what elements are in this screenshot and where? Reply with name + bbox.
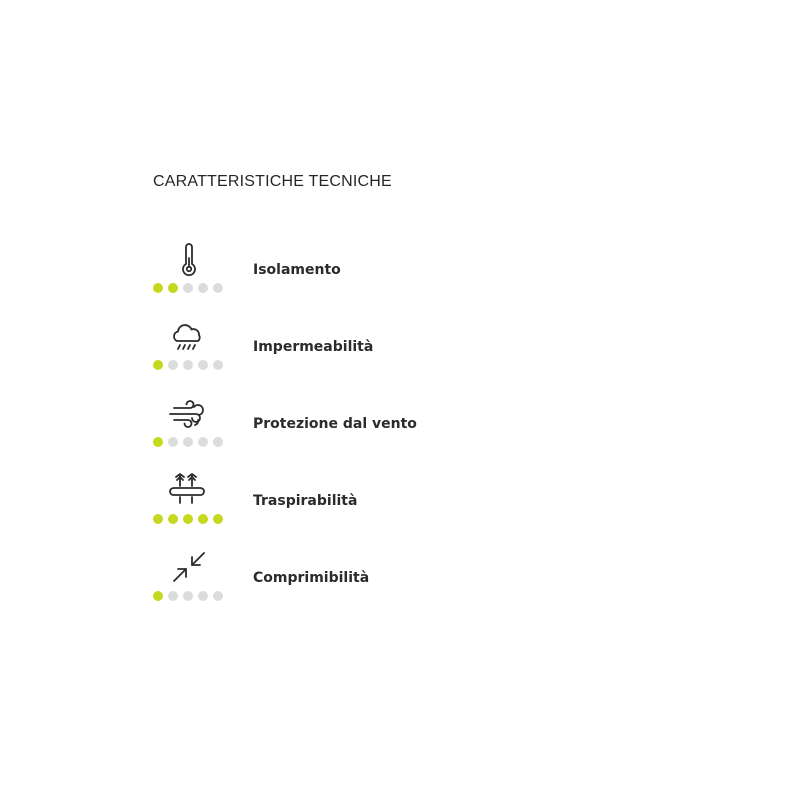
feature-label: Comprimibilità [253,570,370,586]
rating-dot-filled [153,591,163,601]
rating-dot-empty [168,591,178,601]
rating-dot-empty [168,360,178,370]
feature-traspirabilita [150,473,470,537]
feature-isolamento [150,242,470,306]
rating-dots [153,437,223,447]
compress-arrows-icon [168,550,208,590]
rating-dots [153,514,223,524]
rating-dot-empty [198,437,208,447]
feature-label: Isolamento [253,262,341,278]
rating-dot-empty [183,283,193,293]
rating-dot-filled [213,514,223,524]
rating-dots [153,283,223,293]
section-title: CARATTERISTICHE TECNICHE [153,173,392,190]
rating-dot-empty [213,437,223,447]
rating-dot-empty [213,283,223,293]
rating-dot-filled [168,514,178,524]
rating-dot-filled [183,514,193,524]
rating-dot-empty [198,591,208,601]
rating-dot-empty [198,360,208,370]
feature-protezione-vento [150,396,470,460]
wind-icon [168,396,208,436]
rating-dot-filled [168,283,178,293]
feature-label: Impermeabilità [253,339,374,355]
rating-dot-filled [153,514,163,524]
thermometer-icon [168,242,208,282]
rating-dot-empty [183,360,193,370]
feature-comprimibilita [150,550,470,614]
rating-dot-empty [198,283,208,293]
rating-dot-filled [153,437,163,447]
rating-dots [153,360,223,370]
rating-dots [153,591,223,601]
rating-dot-empty [183,437,193,447]
rating-dot-empty [213,591,223,601]
feature-impermeabilita [150,319,470,383]
rating-dot-empty [168,437,178,447]
rain-cloud-icon [168,319,208,359]
rating-dot-filled [153,283,163,293]
feature-label: Protezione dal vento [253,416,417,432]
rating-dot-filled [198,514,208,524]
feature-label: Traspirabilità [253,493,358,509]
breathability-icon [168,473,208,513]
rating-dot-empty [213,360,223,370]
rating-dot-filled [153,360,163,370]
rating-dot-empty [183,591,193,601]
